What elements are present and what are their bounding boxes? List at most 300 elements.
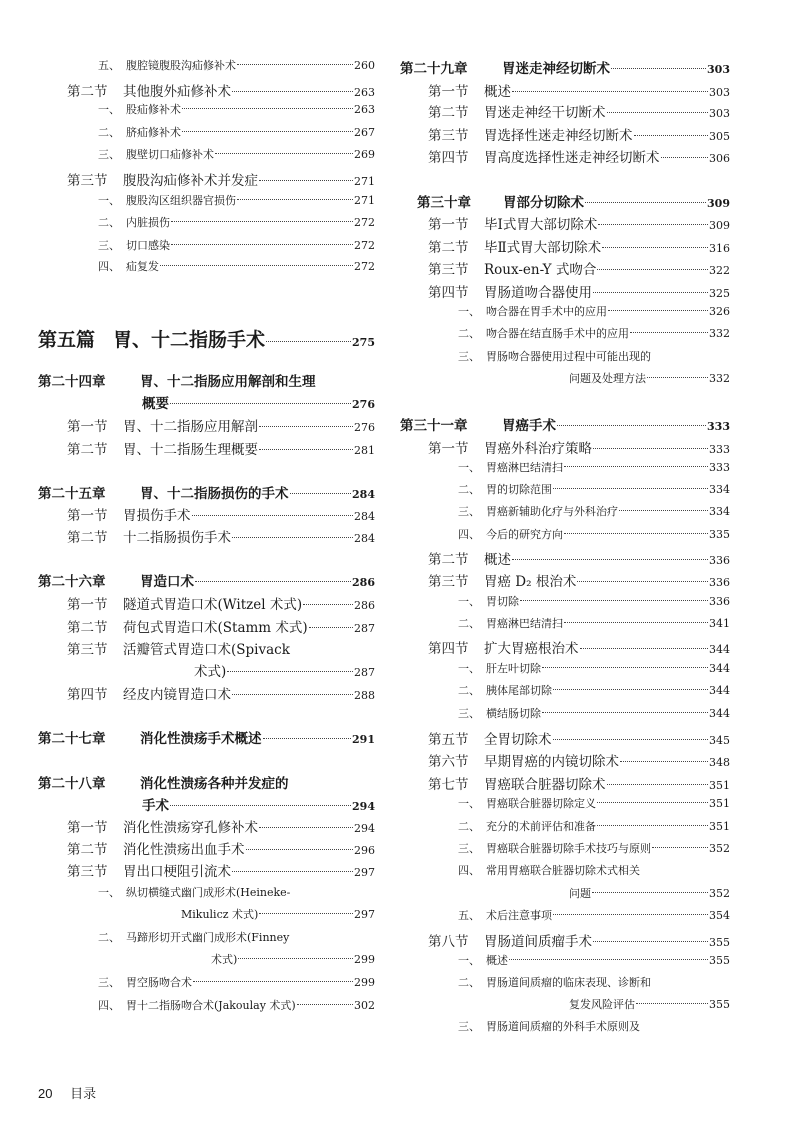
toc-entry-number: 一、 — [98, 194, 120, 207]
toc-entry-number: 第二节 — [67, 530, 108, 546]
toc-entry-page: 271 — [354, 175, 375, 188]
toc-entry-title: 胃、十二指肠手术 — [113, 329, 266, 351]
toc-entry-page: 355 — [709, 936, 730, 949]
toc-entry-chapter-cont — [128, 794, 375, 814]
leader-dots — [592, 892, 708, 893]
leader-dots — [597, 269, 708, 270]
toc-entry-page: 297 — [354, 908, 375, 921]
toc-entry-number: 三、 — [98, 148, 120, 161]
leader-dots — [647, 377, 708, 378]
leader-dots — [557, 425, 706, 426]
toc-entry-number: 二、 — [458, 483, 480, 496]
toc-entry-title: 胃选择性迷走神经切断术 — [484, 128, 633, 144]
toc-entry-title: 扩大胃癌根治术 — [484, 641, 579, 657]
toc-entry-number: 第一节 — [428, 441, 469, 457]
toc-entry-chapter — [38, 772, 375, 792]
toc-entry-page: 333 — [707, 420, 730, 433]
toc-entry-number: 第二十九章 — [400, 61, 468, 77]
toc-entry-number: 第二节 — [67, 84, 108, 100]
toc-entry-section — [67, 438, 375, 458]
toc-entry-title: 经皮内镜胃造口术 — [123, 687, 231, 703]
toc-entry-item — [458, 303, 730, 323]
toc-entry-page: 288 — [354, 689, 375, 702]
toc-entry-title: 术后注意事项 — [486, 909, 552, 922]
leader-dots — [542, 667, 708, 668]
footer-label: 目录 — [70, 1086, 97, 1101]
toc-entry-item — [458, 862, 730, 882]
toc-entry-title: 消化性溃疡穿孔修补术 — [123, 820, 258, 836]
toc-entry-page: 281 — [354, 444, 375, 457]
toc-entry-title: 内脏损伤 — [126, 216, 170, 229]
toc-entry-title: 十二指肠损伤手术 — [123, 530, 231, 546]
toc-entry-item — [458, 325, 730, 345]
toc-entry-page: 291 — [352, 733, 375, 746]
toc-entry-section — [428, 146, 730, 166]
leader-dots — [171, 244, 353, 245]
toc-entry-number: 一、 — [458, 305, 480, 318]
toc-entry-page: 296 — [354, 844, 375, 857]
toc-entry-title: 概述 — [484, 552, 511, 568]
toc-entry-number: 第四节 — [67, 687, 108, 703]
toc-entry-page: 302 — [354, 999, 375, 1012]
toc-entry-chapter — [400, 414, 730, 434]
toc-entry-number: 第三节 — [428, 128, 469, 144]
toc-entry-section — [428, 236, 730, 256]
toc-entry-page: 272 — [354, 216, 375, 229]
toc-entry-title: 胃癌 D₂ 根治术 — [484, 574, 577, 590]
toc-entry-number: 二、 — [98, 126, 120, 139]
toc-entry-section — [428, 101, 730, 121]
toc-entry-page: 333 — [709, 461, 730, 474]
toc-entry-page: 336 — [709, 576, 730, 589]
toc-entry-number: 一、 — [458, 595, 480, 608]
leader-dots — [259, 180, 353, 181]
toc-entry-page: 355 — [709, 954, 730, 967]
toc-entry-chapter — [38, 727, 375, 747]
toc-entry-page: 276 — [352, 398, 375, 411]
leader-dots — [553, 739, 709, 740]
toc-entry-title: 概要 — [142, 396, 169, 412]
toc-entry-page: 276 — [354, 421, 375, 434]
toc-entry-section — [67, 526, 375, 546]
leader-dots — [597, 825, 708, 826]
toc-entry-number: 二、 — [458, 820, 480, 833]
toc-entry-item — [458, 974, 730, 994]
toc-entry-chapter — [38, 570, 375, 590]
leader-dots — [661, 157, 709, 158]
leader-dots — [607, 784, 709, 785]
toc-entry-item — [98, 57, 375, 77]
toc-entry-title: 疝复发 — [126, 260, 159, 273]
toc-entry-title: 吻合器在结直肠手术中的应用 — [486, 327, 629, 340]
toc-entry-item — [458, 1018, 730, 1038]
toc-entry-page: 305 — [709, 130, 730, 143]
toc-entry-number: 第三节 — [428, 574, 469, 590]
toc-entry-page: 322 — [709, 264, 730, 277]
toc-entry-title: 胃十二指肠吻合术(Jakoulay 术式) — [126, 999, 296, 1012]
toc-entry-number: 第六节 — [428, 754, 469, 770]
leader-dots — [619, 510, 708, 511]
toc-entry-page: 286 — [352, 576, 375, 589]
toc-entry-section — [67, 169, 375, 189]
toc-entry-page: 336 — [709, 554, 730, 567]
toc-entry-title: 充分的术前评估和准备 — [486, 820, 596, 833]
toc-entry-title: Mikulicz 术式) — [181, 908, 259, 921]
toc-entry-number: 第二节 — [428, 552, 469, 568]
leader-dots — [512, 559, 708, 560]
toc-entry-title: 术式) — [211, 953, 238, 966]
leader-dots — [171, 221, 353, 222]
leader-dots — [259, 426, 353, 427]
leader-dots — [297, 1004, 353, 1005]
page-number: 20 — [38, 1086, 53, 1101]
toc-entry-section — [67, 616, 375, 636]
toc-entry-number: 第二十五章 — [38, 486, 106, 502]
toc-entry-page: 284 — [354, 532, 375, 545]
toc-entry-item — [458, 348, 730, 368]
toc-entry-number: 第一节 — [428, 84, 469, 100]
toc-entry-number: 二、 — [458, 327, 480, 340]
toc-entry-title: 马蹄形切开式幽门成形术(Finney — [126, 931, 290, 944]
toc-entry-page: 284 — [352, 488, 375, 501]
toc-entry-title: 胃肠道间质瘤手术 — [484, 934, 592, 950]
toc-entry-number: 第三十章 — [417, 195, 471, 211]
toc-entry-item-cont — [486, 885, 730, 905]
toc-entry-item — [98, 884, 375, 904]
toc-entry-section — [428, 773, 730, 793]
toc-entry-page: 348 — [709, 756, 730, 769]
toc-entry-item — [98, 237, 375, 257]
toc-entry-number: 第七节 — [428, 777, 469, 793]
toc-entry-number: 第二十八章 — [38, 776, 106, 792]
toc-entry-item — [458, 615, 730, 635]
toc-entry-page: 332 — [709, 372, 730, 385]
toc-entry-title: 胃、十二指肠生理概要 — [123, 442, 258, 458]
toc-entry-page: 336 — [709, 595, 730, 608]
toc-entry-title: 其他腹外疝修补术 — [123, 84, 231, 100]
leader-dots — [303, 604, 353, 605]
toc-entry-title: 胃癌外科治疗策略 — [484, 441, 592, 457]
toc-entry-page: 345 — [709, 734, 730, 747]
toc-entry-page: 316 — [709, 242, 730, 255]
toc-entry-page: 263 — [354, 103, 375, 116]
toc-entry-number: 第五节 — [428, 732, 469, 748]
toc-entry-item — [458, 526, 730, 546]
toc-entry-item-cont — [486, 370, 730, 390]
toc-entry-number: 第三节 — [67, 864, 108, 880]
leader-dots — [182, 131, 353, 132]
toc-entry-chapter — [417, 191, 730, 211]
toc-entry-title: 胃切除 — [486, 595, 519, 608]
toc-entry-title: 胃肠吻合器使用过程中可能出现的 — [486, 350, 651, 363]
toc-entry-title: 横结肠切除 — [486, 707, 541, 720]
toc-entry-page: 260 — [354, 59, 375, 72]
toc-entry-title: 消化性溃疡各种并发症的 — [140, 776, 289, 792]
leader-dots — [580, 648, 709, 649]
toc-entry-number: 第一节 — [67, 820, 108, 836]
toc-entry-page: 294 — [354, 822, 375, 835]
toc-entry-title: 肝左叶切除 — [486, 662, 541, 675]
toc-entry-number: 第二节 — [67, 842, 108, 858]
toc-entry-title: 荷包式胃造口术(Stamm 术式) — [123, 620, 308, 636]
leader-dots — [593, 941, 708, 942]
leader-dots — [509, 959, 708, 960]
toc-entry-number: 五、 — [98, 59, 120, 72]
toc-entry-number: 三、 — [458, 505, 480, 518]
toc-entry-page: 344 — [709, 707, 730, 720]
leader-dots — [564, 466, 708, 467]
toc-entry-page: 309 — [709, 219, 730, 232]
toc-entry-title: 消化性溃疡手术概述 — [140, 731, 262, 747]
toc-entry-page: 297 — [354, 866, 375, 879]
toc-entry-page: 275 — [352, 336, 375, 349]
toc-entry-title: 胃癌联合脏器切除定义 — [486, 797, 596, 810]
toc-entry-page: 334 — [709, 483, 730, 496]
toc-entry-number: 二、 — [458, 617, 480, 630]
toc-entry-page: 306 — [709, 152, 730, 165]
toc-entry-item — [98, 974, 375, 994]
toc-entry-title: 胃癌新辅助化疗与外科治疗 — [486, 505, 618, 518]
toc-entry-page: 299 — [354, 976, 375, 989]
toc-entry-number: 四、 — [458, 864, 480, 877]
toc-entry-title: 纵切横缝式幽门成形术(Heineke- — [126, 886, 291, 899]
toc-entry-page: 263 — [354, 86, 375, 99]
toc-entry-page: 272 — [354, 260, 375, 273]
toc-entry-number: 五、 — [458, 909, 480, 922]
toc-entry-number: 第一节 — [67, 419, 108, 435]
toc-entry-number: 二、 — [458, 684, 480, 697]
toc-entry-title: 问题 — [569, 887, 591, 900]
toc-entry-title: 腹壁切口疝修补术 — [126, 148, 214, 161]
toc-entry-page: 303 — [707, 63, 730, 76]
toc-entry-title: 全胃切除术 — [484, 732, 552, 748]
leader-dots — [192, 515, 354, 516]
toc-entry-title: 问题及处理方法 — [569, 372, 646, 385]
toc-entry-number: 第三节 — [67, 173, 108, 189]
toc-entry-page: 352 — [709, 842, 730, 855]
toc-entry-page: 352 — [709, 887, 730, 900]
toc-entry-section — [428, 124, 730, 144]
toc-entry-title: 胃肠道间质瘤的外科手术原则及 — [486, 1020, 640, 1033]
toc-entry-page: 351 — [709, 797, 730, 810]
leader-dots — [238, 958, 353, 959]
toc-entry-item-cont2 — [98, 906, 375, 926]
toc-entry-item — [98, 101, 375, 121]
toc-entry-item — [98, 214, 375, 234]
toc-entry-number: 一、 — [458, 954, 480, 967]
toc-entry-item-cont — [128, 951, 375, 971]
toc-entry-title: 胃部分切除术 — [503, 195, 584, 211]
toc-entry-section — [428, 258, 730, 278]
toc-entry-title: 胃肠道间质瘤的临床表现、诊断和 — [486, 976, 651, 989]
toc-entry-title: 胃癌淋巴结清扫 — [486, 461, 563, 474]
leader-dots — [237, 64, 353, 65]
toc-entry-section — [428, 281, 730, 301]
toc-entry-item — [458, 682, 730, 702]
toc-entry-item — [98, 146, 375, 166]
toc-entry-page: 303 — [709, 86, 730, 99]
toc-entry-title: 活瓣管式胃造口术(Spivack — [123, 642, 290, 658]
toc-entry-page: 355 — [709, 998, 730, 1011]
toc-entry-title: 毕Ⅱ式胃大部切除术 — [484, 240, 602, 256]
toc-entry-title: 毕Ⅰ式胃大部切除术 — [484, 217, 598, 233]
toc-entry-page: 284 — [354, 510, 375, 523]
toc-entry-number: 二、 — [98, 216, 120, 229]
toc-entry-number: 第二十四章 — [38, 374, 106, 390]
toc-entry-section — [67, 838, 375, 858]
toc-entry-item — [458, 481, 730, 501]
leader-dots — [237, 199, 353, 200]
toc-entry-page: 334 — [709, 505, 730, 518]
leader-dots — [542, 712, 708, 713]
toc-entry-section — [428, 80, 730, 100]
leader-dots — [553, 488, 708, 489]
toc-entry-item — [458, 952, 730, 972]
toc-entry-item — [458, 907, 730, 927]
toc-entry-number: 第一节 — [428, 217, 469, 233]
toc-entry-title: 术式) — [194, 664, 227, 680]
toc-entry-number: 三、 — [458, 707, 480, 720]
toc-entry-number: 三、 — [98, 239, 120, 252]
toc-entry-number: 二、 — [458, 976, 480, 989]
toc-entry-title: 今后的研究方向 — [486, 528, 563, 541]
page-footer — [38, 1083, 96, 1102]
toc-entry-item — [458, 705, 730, 725]
toc-entry-title: 胃造口术 — [140, 574, 194, 590]
toc-entry-title: 胰体尾部切除 — [486, 684, 552, 697]
toc-entry-page: 344 — [709, 643, 730, 656]
toc-entry-number: 第二节 — [67, 620, 108, 636]
toc-entry-item — [98, 192, 375, 212]
toc-entry-title: 胃迷走神经切断术 — [502, 61, 610, 77]
leader-dots — [512, 91, 708, 92]
leader-dots — [232, 537, 353, 538]
toc-entry-section — [67, 638, 375, 658]
toc-entry-page: 351 — [709, 779, 730, 792]
toc-entry-number: 三、 — [98, 976, 120, 989]
leader-dots — [193, 981, 353, 982]
toc-entry-section — [428, 548, 730, 568]
toc-entry-number: 第五篇 — [38, 329, 96, 351]
leader-dots — [634, 135, 709, 136]
toc-entry-title: 胃空肠吻合术 — [126, 976, 192, 989]
toc-entry-number: 第三节 — [67, 642, 108, 658]
toc-entry-section-cont — [128, 660, 375, 680]
leader-dots — [553, 689, 708, 690]
leader-dots — [290, 493, 352, 494]
toc-entry-section — [67, 593, 375, 613]
leader-dots — [652, 847, 708, 848]
toc-entry-page: 332 — [709, 327, 730, 340]
leader-dots — [170, 805, 351, 806]
leader-dots — [593, 292, 708, 293]
toc-entry-section — [67, 683, 375, 703]
toc-entry-title: 胃高度选择性迷走神经切断术 — [484, 150, 660, 166]
toc-entry-title: 胃癌联合脏器切除手术技巧与原则 — [486, 842, 651, 855]
toc-entry-item — [98, 258, 375, 278]
leader-dots — [170, 403, 351, 404]
toc-entry-title: 胃、十二指肠应用解剖和生理 — [140, 374, 316, 390]
leader-dots — [259, 913, 353, 914]
toc-entry-section — [67, 816, 375, 836]
toc-entry-title: 脐疝修补术 — [126, 126, 181, 139]
toc-entry-item-cont — [486, 996, 730, 1016]
toc-entry-section — [67, 80, 375, 100]
leader-dots — [553, 914, 708, 915]
toc-entry-item — [458, 459, 730, 479]
toc-entry-number: 一、 — [458, 797, 480, 810]
toc-entry-number: 四、 — [458, 528, 480, 541]
leader-dots — [597, 802, 708, 803]
toc-entry-title: 常用胃癌联合脏器切除术式相关 — [486, 864, 640, 877]
toc-entry-chapter — [38, 370, 375, 390]
leader-dots — [182, 108, 353, 109]
toc-entry-section — [67, 415, 375, 435]
toc-entry-title: 吻合器在胃手术中的应用 — [486, 305, 607, 318]
toc-entry-item — [98, 997, 375, 1017]
toc-entry-title: 胃出口梗阻引流术 — [123, 864, 231, 880]
leader-dots — [232, 694, 353, 695]
toc-entry-chapter — [38, 482, 375, 502]
toc-entry-title: 股疝修补术 — [126, 103, 181, 116]
leader-dots — [564, 533, 708, 534]
leader-dots — [593, 448, 708, 449]
toc-entry-section — [67, 860, 375, 880]
toc-entry-number: 第一节 — [67, 508, 108, 524]
toc-entry-title: 胃癌手术 — [502, 418, 556, 434]
toc-entry-title: 概述 — [484, 84, 511, 100]
toc-entry-number: 第二节 — [428, 105, 469, 121]
toc-entry-title: 切口感染 — [126, 239, 170, 252]
leader-dots — [259, 449, 353, 450]
toc-entry-title: 消化性溃疡出血手术 — [123, 842, 245, 858]
leader-dots — [263, 738, 352, 739]
leader-dots — [232, 871, 353, 872]
toc-entry-title: 胃肠道吻合器使用 — [484, 285, 592, 301]
toc-entry-chapter-cont — [128, 392, 375, 412]
toc-entry-page: 341 — [709, 617, 730, 630]
toc-entry-number: 第四节 — [428, 641, 469, 657]
toc-entry-page: 351 — [709, 820, 730, 833]
toc-entry-page: 269 — [354, 148, 375, 161]
toc-entry-section — [428, 930, 730, 950]
toc-entry-item — [98, 929, 375, 949]
toc-entry-page: 271 — [354, 194, 375, 207]
leader-dots — [309, 627, 353, 628]
toc-entry-page: 287 — [354, 666, 375, 679]
toc-entry-page: 333 — [709, 443, 730, 456]
toc-entry-page: 294 — [352, 800, 375, 813]
toc-entry-number: 一、 — [98, 886, 120, 899]
toc-entry-title: Roux-en-Y 式吻合 — [484, 262, 597, 278]
leader-dots — [259, 827, 353, 828]
toc-entry-section — [428, 213, 730, 233]
toc-entry-page: 272 — [354, 239, 375, 252]
toc-entry-item — [458, 660, 730, 680]
leader-dots — [227, 671, 353, 672]
toc-entry-section — [67, 504, 375, 524]
toc-entry-item — [458, 818, 730, 838]
toc-entry-number: 第三节 — [428, 262, 469, 278]
toc-entry-number: 第四节 — [428, 150, 469, 166]
toc-entry-title: 手术 — [142, 798, 169, 814]
toc-entry-chapter — [400, 57, 730, 77]
toc-entry-title: 腹股沟区组织器官损伤 — [126, 194, 236, 207]
leader-dots — [160, 265, 353, 266]
toc-entry-section — [428, 637, 730, 657]
leader-dots — [266, 341, 351, 342]
toc-entry-title: 胃迷走神经干切断术 — [484, 105, 606, 121]
